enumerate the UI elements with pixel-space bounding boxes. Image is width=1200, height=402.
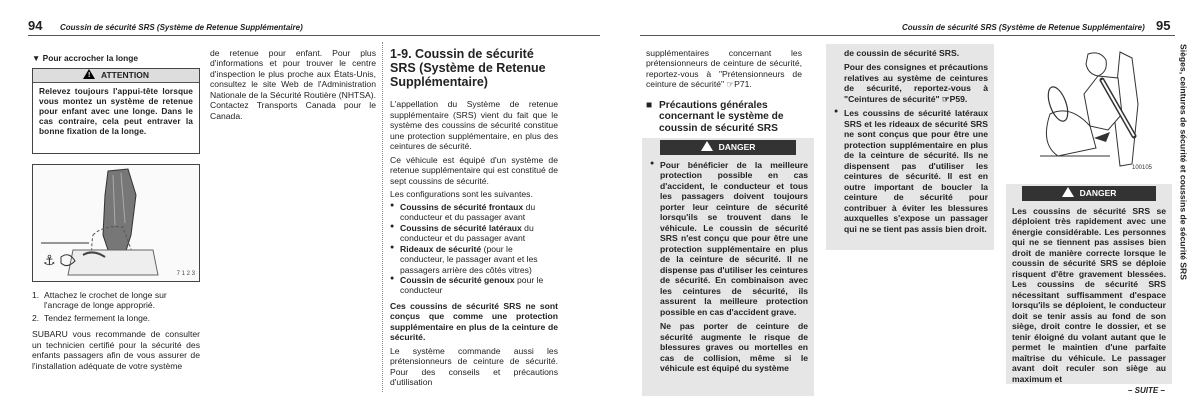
right-col1 [646,48,802,142]
airbag-deployment-warning: Les coussins de sécurité SRS se déploient très rapidement avec une énergie considérable. Les personnes qui ne se tiennent pas assises bien droit de manière correcte lorsque le coussin de sécurité SRS se déploie risquent d'être gravement blessées. Les coussins de sécurité SRS nécessitant suffisamment d'espace lorsqu'ils se déploient, le conducteur doit se tenir assis au fond de son siège, droit contre le dossier, et se tenir éloigné du volant autant que le permet le maintien d'une parfaite maîtrise du véhicule. Le passager avant doit reculer son siège au maximum et [1012,206,1166,384]
pretensioner-text: Le système commande aussi les prétensionneurs de ceinture de sécurité. Pour des conseils et précautions d'utilisation [390,345,558,388]
left-header-rule [28,35,600,36]
attention-text: Relevez toujours l'appui-tête lorsque vous montez un système de retenue pour enfant avec une longe. Dans le cas contraire, cela peut entraver la bonne fixation de la longe. [39,86,193,137]
step-item: 2. Tendez fermement la longe. [32,312,151,323]
no-seatbelt-warning: Ne pas porter de ceinture de sécurité augmente le risque de blessures graves ou mortelles en cas de collision, même si le véhicule est équipé du système [660,321,808,374]
warning-triangle-icon [83,69,95,79]
configurations-text: Les configurations sont les suivantes. [390,189,533,200]
left-running-head: Coussin de sécurité SRS (Système de Retenue Supplémentaire) [60,23,303,32]
attention-label: ATTENTION [100,70,149,80]
general-precautions-heading [646,100,802,134]
list-item: ● Coussin de sécurité genoux pour le conducteur [390,275,558,296]
step-item: 1. Attachez le crochet de longe sur l'ancrage de longe approprié. [32,290,167,311]
right-running-head: Coussin de sécurité SRS (Système de Retenue Supplémentaire) [902,23,1145,32]
section-marker-icon: ■ [646,99,653,111]
list-item: ● Les coussins de sécurité latéraux SRS et les rideaux de sécurité SRS ne sont conçus que pour être une protection supplémentaire en plus de la ceinture de sécurité. Ils ne dispensent pas d'utiliser les ceintures de sécurité. Il est en outre important de boucler la ceinture de sécurité pour contribuer à éviter les blessures auxquelles s'expose un passager qui ne se tient pas assis bien droit. [834,108,988,234]
supplementary-protection-note: Ces coussins de sécurité SRS ne sont conçus que comme une protection supplémentaire en plus de la ceinture de sécurité. [390,300,558,343]
right-header-rule [640,35,1175,36]
chapter-sidebar [1176,40,1196,390]
seven-airbags-text: Ce véhicule est équipé d'un système de retenue supplémentaire qui est constitué de sept coussins de sécurité. [390,154,558,186]
seatbelt-guidelines-text: Pour des consignes et précautions relatives au système de ceintures de sécurité, reportez-vous à "Ceintures de sécurité" ☞P59. [844,62,988,104]
svg-text:⚓: ⚓ [43,253,56,269]
tether-hook-drawing [33,165,200,282]
danger-label-2: DANGER [1079,188,1117,198]
driver-figure-code: 100105 [1132,164,1153,171]
seated-driver-drawing [1010,44,1170,176]
srs-continued-text: de coussin de sécurité SRS. [844,48,960,58]
danger-label-1: DANGER [718,142,756,152]
danger-list-1 [642,160,814,317]
list-item: ● Coussins de sécurité latéraux du conducteur et du passager avant [390,223,558,244]
airbag-config-list [390,202,558,296]
pretensioner-reference-text: supplémentaires concernant les prétensionneurs de ceinture de sécurité, reportez-vous à "Prétensionneurs de ceinture de sécurité" ☞P71. [646,48,802,90]
right-col2-danger-continued [826,44,994,250]
seated-driver-illustration [1010,44,1170,176]
danger-triangle-icon [1062,187,1074,197]
right-page-number: 95 [1156,18,1171,33]
general-precautions-title: Précautions générales concernant le système de coussin de sécurité SRS [659,99,784,134]
list-item: ● Pour bénéficier de la meilleure protection possible en cas d'accident, le conducteur et tous les passagers doivent toujours porter leur ceinture de sécurité lorsqu'ils se trouvent dans le véhicule. Le coussin de sécurité SRS n'est conçu que pour être une protection supplémentaire en plus de la ceinture de sécurité. Il ne dispense pas d'utiliser les ceintures de sécurité. En combinaison avec les ceintures de sécurité, ils assurent la meilleure protection possible en cas d'accident grave. [650,160,808,317]
subaru-recommend-text: SUBARU vous recommande de consulter un technicien certifié pour la sécurité des enfants passagers afin de vous assurer de l'installation adéquate de votre système [32,329,200,371]
danger-box-1 [642,138,814,396]
section-title: 1-9. Coussin de sécurité SRS (Système de Retenue Supplémentaire) [390,47,546,89]
danger-box-2 [1006,184,1172,384]
left-page-number: 94 [28,18,43,33]
attention-header [33,69,199,83]
tether-figure-code: 7 1 2 3 [176,270,195,277]
attention-box [32,68,200,154]
danger-header-2 [1022,186,1156,201]
tether-steps [32,290,200,371]
left-column-divider [382,42,383,392]
srs-intro-text: L'appellation du Système de retenue supplémentaire (SRS) vient du fait que le système des coussins de sécurité constitue une protection supplémentaire, en plus des ceintures de sécurité. [390,99,558,152]
left-col3 [390,48,558,388]
tether-heading: ▼ Pour accrocher la longe [32,53,139,63]
side-airbag-list [826,108,994,234]
danger-triangle-icon [701,141,713,151]
list-item: ● Rideaux de sécurité (pour le conducteur, le passager avant et les passagers arrière des côtés vitres) [390,244,558,275]
danger-header-1 [660,140,796,155]
chapter-sidebar-label: Sièges, ceintures de sécurité et coussins de sécurité SRS [1178,44,1189,280]
left-col1 [32,53,200,63]
left-col2-text: de retenue pour enfant. Pour plus d'informations et pour trouver le centre d'inspection le plus proche aux États-Unis, consultez le site Web de l'Administration Nationale de la Sécurité Routière (NHTSA). Contactez Transports Canada pour le Canada. [210,48,376,121]
tether-illustration [32,164,200,282]
list-item: ● Coussins de sécurité frontaux du conducteur et du passager avant [390,202,558,223]
continued-footer: – SUITE – [1128,386,1165,395]
